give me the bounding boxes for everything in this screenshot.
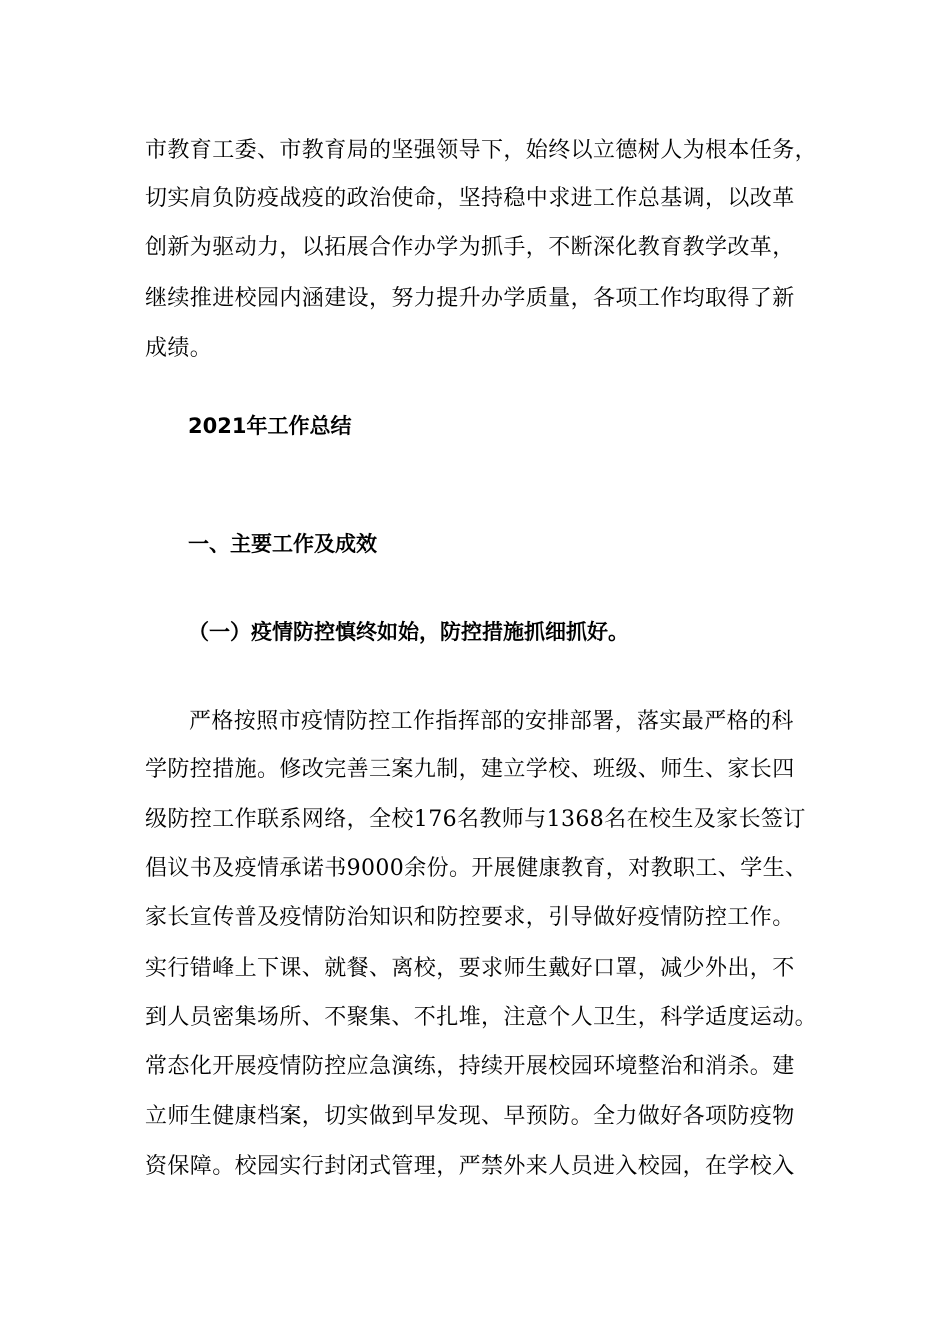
section-heading: 一、主要工作及成效 xyxy=(188,532,377,556)
intro-line-2: 切实肩负防疫战疫的政治使命，坚持稳中求进工作总基调，以改革 xyxy=(145,186,795,211)
body-line-7: 到人员密集场所、不聚集、不扎堆，注意个人卫生，科学适度运动。 xyxy=(145,1005,818,1030)
body-line-10: 资保障。校园实行封闭式管理，严禁外来人员进入校园，在学校入 xyxy=(145,1154,795,1179)
body-line-5: 家长宣传普及疫情防治知识和防控要求，引导做好疫情防控工作。 xyxy=(145,905,795,930)
intro-line-3: 创新为驱动力，以拓展合作办学为抓手，不断深化教育教学改革， xyxy=(145,235,795,260)
body-line-2: 学防控措施。修改完善三案九制，建立学校、班级、师生、家长四 xyxy=(145,757,795,782)
intro-line-1: 市教育工委、市教育局的坚强领导下，始终以立德树人为根本任务， xyxy=(145,138,818,163)
body-line-1: 严格按照市疫情防控工作指挥部的安排部署，落实最严格的科 xyxy=(189,709,794,734)
intro-line-5: 成绩。 xyxy=(145,336,213,361)
subsection-heading: （一）疫情防控慎终如始，防控措施抓细抓好。 xyxy=(188,620,629,644)
body-line-3: 级防控工作联系网络，全校176名教师与1368名在校生及家长签订 xyxy=(145,807,806,832)
body-line-4: 倡议书及疫情承诺书9000余份。开展健康教育，对教职工、学生、 xyxy=(145,856,808,881)
intro-line-4: 继续推进校园内涵建设，努力提升办学质量，各项工作均取得了新 xyxy=(145,286,795,311)
body-line-6: 实行错峰上下课、就餐、离校，要求师生戴好口罩，减少外出，不 xyxy=(145,956,795,981)
body-line-9: 立师生健康档案，切实做到早发现、早预防。全力做好各项防疫物 xyxy=(145,1104,795,1129)
document-title: 2021年工作总结 xyxy=(188,414,352,438)
body-line-8: 常态化开展疫情防控应急演练，持续开展校园环境整治和消杀。建 xyxy=(145,1054,795,1079)
